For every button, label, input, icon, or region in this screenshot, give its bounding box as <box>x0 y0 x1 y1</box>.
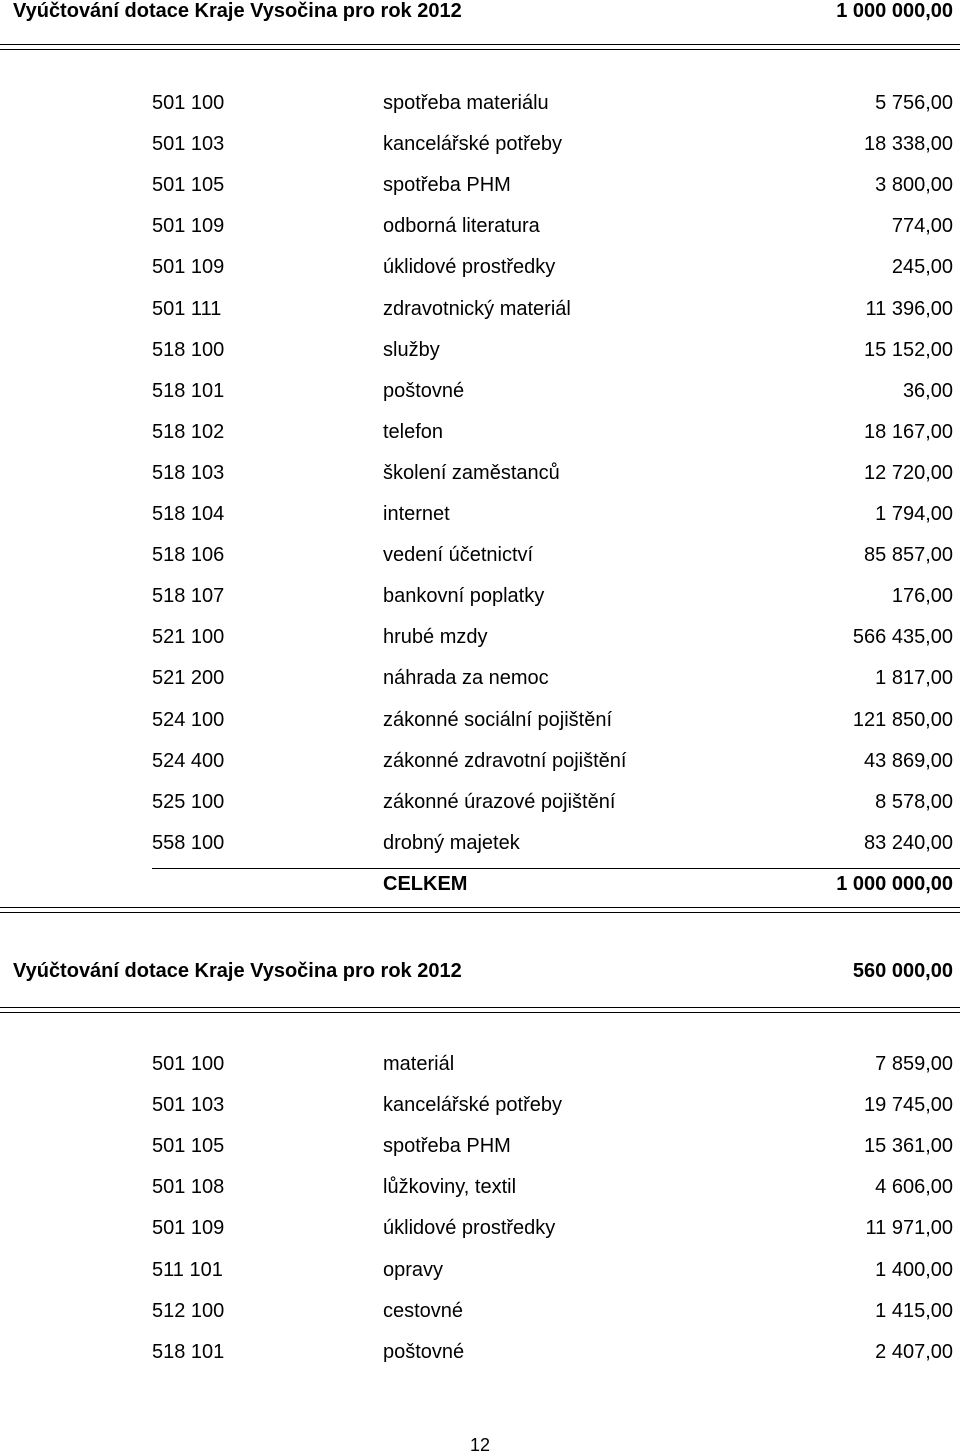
account-code: 501 105 <box>152 1135 225 1158</box>
section-1-header-rule <box>0 44 960 50</box>
account-code: 521 200 <box>152 667 225 690</box>
section-1-title: Vyúčtování dotace Kraje Vysočina pro rok 2012 <box>13 0 462 22</box>
item-description: zákonné úrazové pojištění <box>383 790 616 813</box>
item-amount: 15 152,00 <box>864 338 953 361</box>
item-description: spotřeba PHM <box>383 1135 511 1158</box>
item-amount: 5 756,00 <box>875 92 953 114</box>
item-amount: 43 869,00 <box>864 749 953 772</box>
table-row <box>0 585 960 626</box>
item-description: hrubé mzdy <box>383 626 488 649</box>
account-code: 518 107 <box>152 585 225 608</box>
item-description: služby <box>383 338 440 361</box>
table-row <box>0 667 960 708</box>
table-row <box>0 1217 960 1258</box>
table-row <box>0 1053 960 1094</box>
item-description: poštovné <box>383 379 465 402</box>
item-amount: 774,00 <box>891 215 953 238</box>
section-1-header <box>0 0 960 30</box>
item-description: kancelářské potřeby <box>383 133 562 156</box>
item-amount: 245,00 <box>891 256 953 279</box>
account-code: 518 100 <box>152 338 225 361</box>
table-row <box>0 626 960 667</box>
table-row <box>0 1176 960 1217</box>
table-row <box>0 709 960 750</box>
account-code: 501 109 <box>152 1217 225 1240</box>
item-description: poštovné <box>383 1340 465 1363</box>
table-row <box>0 133 960 174</box>
account-code: 524 400 <box>152 749 225 772</box>
item-description: internet <box>383 503 450 525</box>
account-code: 524 100 <box>152 708 225 731</box>
table-row <box>0 1300 960 1341</box>
item-amount: 4 606,00 <box>875 1176 953 1199</box>
item-description: cestovné <box>383 1299 464 1322</box>
item-description: bankovní poplatky <box>383 585 545 608</box>
table-row <box>0 462 960 503</box>
table-row <box>0 298 960 339</box>
item-description: odborná literatura <box>383 215 540 238</box>
item-amount: 1 794,00 <box>875 503 953 525</box>
account-code: 525 100 <box>152 790 225 813</box>
item-amount: 2 407,00 <box>875 1340 953 1363</box>
item-amount: 19 745,00 <box>864 1094 953 1117</box>
account-code: 558 100 <box>152 831 225 854</box>
account-code: 501 108 <box>152 1176 225 1199</box>
item-amount: 85 857,00 <box>864 544 953 567</box>
table-row <box>0 380 960 421</box>
item-amount: 18 167,00 <box>864 420 953 443</box>
item-amount: 11 971,00 <box>865 1217 953 1240</box>
table-row <box>0 750 960 791</box>
item-description: školení zaměstanců <box>383 461 560 484</box>
table-row <box>0 1135 960 1176</box>
section-2-title: Vyúčtování dotace Kraje Vysočina pro rok 2012 <box>13 960 462 982</box>
section-2-header-rule <box>0 1007 960 1013</box>
item-description: materiál <box>383 1053 455 1075</box>
section-1-amount: 1 000 000,00 <box>836 0 953 22</box>
total-label: CELKEM <box>383 873 468 895</box>
item-description: spotřeba materiálu <box>383 92 549 114</box>
item-amount: 121 850,00 <box>852 708 953 731</box>
item-amount: 36,00 <box>902 379 953 402</box>
account-code: 518 106 <box>152 544 225 567</box>
item-description: telefon <box>383 420 444 443</box>
table-row <box>0 1094 960 1135</box>
section-2-header <box>0 960 960 990</box>
item-amount: 83 240,00 <box>864 831 953 854</box>
item-description: úklidové prostředky <box>383 256 556 279</box>
item-description: úklidové prostředky <box>383 1217 556 1240</box>
item-amount: 18 338,00 <box>864 133 953 156</box>
table-row <box>0 1341 960 1382</box>
item-description: kancelářské potřeby <box>383 1094 562 1117</box>
account-code: 501 100 <box>152 92 225 114</box>
table-row <box>0 92 960 133</box>
item-amount: 176,00 <box>891 585 953 608</box>
table-row <box>0 791 960 832</box>
item-description: zdravotnický materiál <box>383 297 571 320</box>
table-row <box>0 256 960 297</box>
item-amount: 11 396,00 <box>865 297 953 320</box>
item-amount: 1 400,00 <box>875 1258 953 1281</box>
item-amount: 3 800,00 <box>875 174 953 197</box>
account-code: 518 101 <box>152 1340 225 1363</box>
account-code: 518 104 <box>152 503 225 525</box>
account-code: 501 109 <box>152 256 225 279</box>
table-row <box>0 339 960 380</box>
account-code: 521 100 <box>152 626 225 649</box>
account-code: 501 111 <box>152 297 222 320</box>
account-code: 501 100 <box>152 1053 225 1075</box>
table-row <box>0 503 960 544</box>
account-code: 501 103 <box>152 133 225 156</box>
item-description: vedení účetnictví <box>383 544 534 567</box>
account-code: 501 109 <box>152 215 225 238</box>
account-code: 501 103 <box>152 1094 225 1117</box>
section-1-total-rule <box>152 868 960 869</box>
page-number: 12 <box>469 1435 491 1455</box>
table-row <box>0 215 960 256</box>
table-row <box>0 832 960 873</box>
item-amount: 1 415,00 <box>875 1299 953 1322</box>
table-row <box>0 1259 960 1300</box>
item-amount: 566 435,00 <box>852 626 953 649</box>
account-code: 511 101 <box>152 1258 223 1281</box>
account-code: 501 105 <box>152 174 225 197</box>
account-code: 518 101 <box>152 379 225 402</box>
item-amount: 12 720,00 <box>864 461 953 484</box>
section-2-amount: 560 000,00 <box>852 960 953 982</box>
item-amount: 7 859,00 <box>875 1053 953 1075</box>
item-description: drobný majetek <box>383 831 520 854</box>
section-1-title-bar <box>0 0 960 30</box>
account-code: 518 102 <box>152 420 225 443</box>
table-row <box>0 421 960 462</box>
item-amount: 8 578,00 <box>875 790 953 813</box>
item-description: náhrada za nemoc <box>383 667 549 690</box>
section-2-title-bar <box>0 960 960 990</box>
item-description: zákonné sociální pojištění <box>383 708 613 731</box>
item-description: lůžkoviny, textil <box>383 1176 517 1199</box>
total-value: 1 000 000,00 <box>836 873 953 895</box>
table-row <box>0 174 960 215</box>
account-code: 512 100 <box>152 1299 225 1322</box>
item-amount: 1 817,00 <box>875 667 953 690</box>
section-1-total-double-rule <box>0 907 960 913</box>
item-description: opravy <box>383 1258 444 1281</box>
table-row <box>0 544 960 585</box>
account-code: 518 103 <box>152 461 225 484</box>
item-description: zákonné zdravotní pojištění <box>383 749 627 772</box>
item-description: spotřeba PHM <box>383 174 511 197</box>
item-amount: 15 361,00 <box>864 1135 953 1158</box>
